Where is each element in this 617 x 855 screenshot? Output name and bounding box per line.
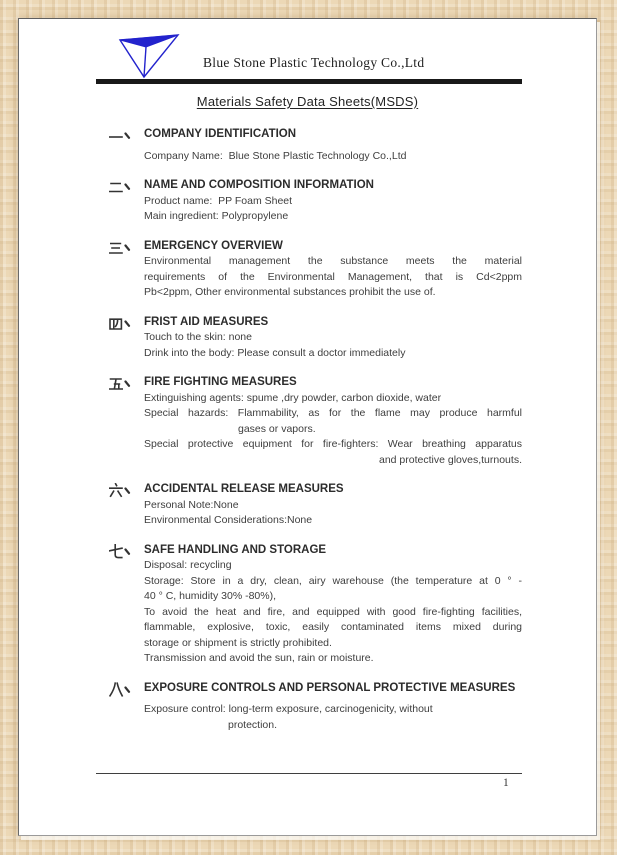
text-line: Special hazards: Flammability, as for the flame may produce harmful: [144, 407, 522, 419]
text-line: Extinguishing agents: spume ,dry powder, carbon dioxide, water: [144, 391, 442, 404]
cjk-numeral-one-icon: [109, 128, 135, 144]
text-line: and protective gloves,turnouts.: [378, 453, 522, 466]
section-heading: EXPOSURE CONTROLS AND PERSONAL PROTECTIVE MEASURES: [144, 681, 516, 694]
section-marker-5: [109, 375, 144, 468]
section-emergency-overview: [109, 239, 522, 301]
section-marker-2: [109, 178, 144, 225]
cjk-numeral-four-icon: [109, 316, 135, 332]
text-line: Disposal: recycling: [144, 559, 232, 571]
text-line: Main ingredient: Polypropylene: [144, 210, 289, 222]
section-fire-fighting-measures: [109, 375, 522, 468]
section-first-aid-measures: [109, 315, 522, 362]
section-marker-6: [109, 482, 144, 529]
section-accidental-release-measures: [109, 482, 522, 529]
text-line: Environmental management the substance meets the material: [144, 255, 522, 267]
text-line: Product name: PP Foam Sheet: [144, 194, 293, 207]
header-rule: [96, 79, 522, 84]
text-line: Company Name: Blue Stone Plastic Technology Co.,Ltd: [144, 149, 407, 162]
document-page: [18, 18, 597, 836]
text-line: Pb<2ppm, Other environmental substances prohibit the use of.: [144, 286, 436, 298]
text-line: gases or vapors.: [238, 422, 316, 435]
section-safe-handling-and-storage: [109, 543, 522, 667]
cjk-numeral-eight-icon: [109, 682, 135, 698]
cjk-numeral-seven-icon: [109, 544, 135, 560]
section-heading: SAFE HANDLING AND STORAGE: [144, 543, 327, 556]
cjk-numeral-six-icon: [109, 483, 135, 499]
section-heading: FIRE FIGHTING MEASURES: [144, 376, 297, 388]
section-marker-8: [109, 681, 144, 734]
section-marker-3: [109, 239, 144, 301]
cjk-numeral-five-icon: [109, 376, 135, 392]
section-marker-7: [109, 543, 144, 667]
text-line: 40 ° C, humidity 30% -80%),: [144, 590, 277, 602]
text-line: requirements of the Environmental Management, that is Cd<2ppm: [144, 270, 522, 283]
section-heading: FRIST AID MEASURES: [144, 315, 269, 328]
section-marker-4: [109, 315, 144, 362]
document-title: Materials Safety Data Sheets(MSDS): [196, 94, 419, 109]
text-line: Touch to the skin: none: [144, 331, 252, 343]
section-heading: EMERGENCY OVERVIEW: [144, 239, 283, 252]
section-heading: NAME AND COMPOSITION INFORMATION: [144, 179, 374, 191]
text-line: protection.: [228, 718, 278, 731]
sections-container: [109, 127, 522, 747]
text-line: Transmission and avoid the sun, rain or moisture.: [144, 652, 374, 664]
page-number: 1: [503, 777, 509, 789]
footer-rule: [96, 773, 522, 774]
text-line: To avoid the heat and fire, and equipped with good fire-fighting facilities,: [144, 605, 522, 618]
text-line: flammable, explosive, toxic, easily contaminated items mixed during: [144, 621, 522, 633]
section-company-identification: [109, 127, 522, 164]
header-company-name: Blue Stone Plastic Technology Co.,Ltd: [203, 55, 425, 70]
text-line: storage or shipment is strictly prohibited.: [144, 636, 332, 649]
cjk-numeral-two-icon: [109, 179, 135, 195]
cjk-numeral-three-icon: [109, 240, 135, 256]
company-logo-icon: [118, 33, 180, 79]
text-line: Environmental Considerations:None: [144, 514, 313, 526]
section-name-and-composition: [109, 178, 522, 225]
text-line: Special protective equipment for fire-fighters: Wear breathing apparatus: [144, 438, 522, 450]
text-line: Drink into the body: Please consult a doctor immediately: [144, 346, 406, 359]
section-marker-1: [109, 127, 144, 164]
text-line: Personal Note:None: [144, 498, 239, 511]
section-exposure-controls: [109, 681, 522, 734]
section-heading: ACCIDENTAL RELEASE MEASURES: [144, 483, 344, 495]
text-line: Exposure control: long-term exposure, carcinogenicity, without: [144, 703, 433, 715]
text-line: Storage: Store in a dry, clean, airy warehouse (the temperature at 0 ° -: [144, 574, 522, 587]
section-heading: COMPANY IDENTIFICATION: [144, 128, 297, 140]
